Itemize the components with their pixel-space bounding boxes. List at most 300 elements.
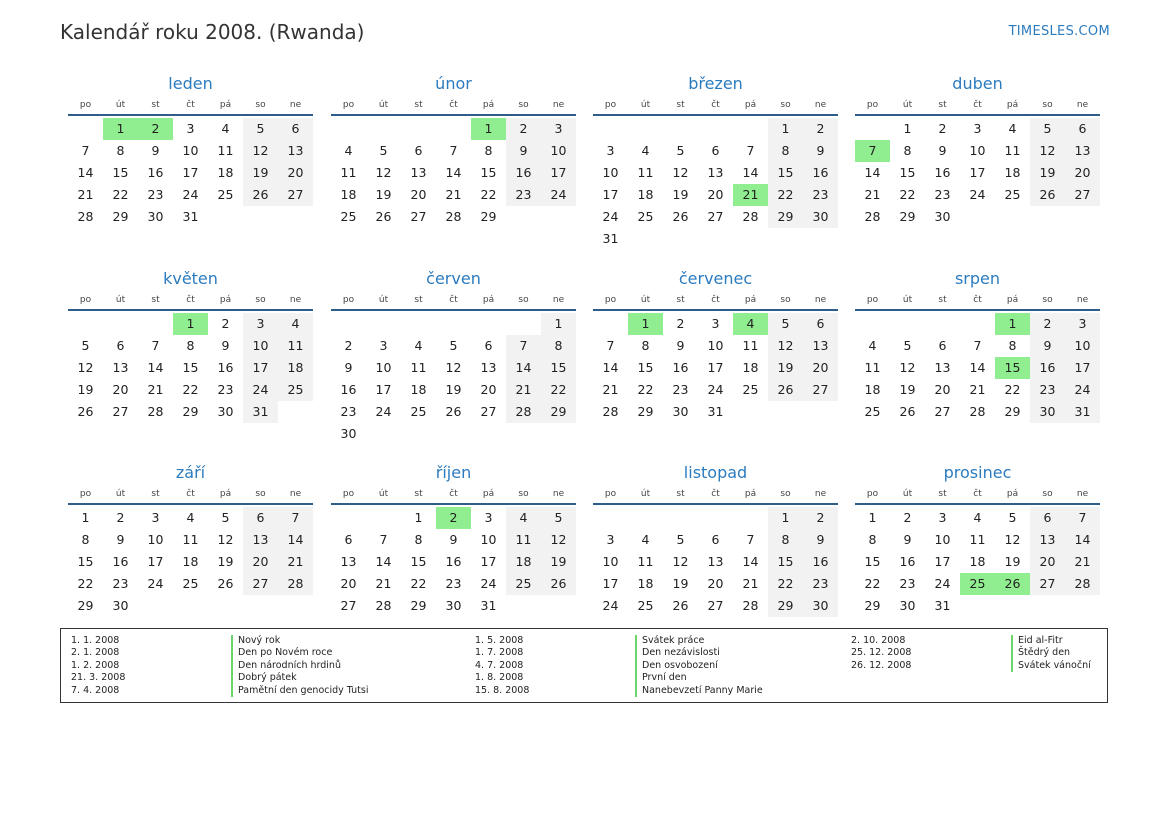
holiday-name: Nový rok <box>231 635 280 647</box>
day-cell: 25 <box>637 209 654 224</box>
day-cell: 2 <box>903 510 912 525</box>
weekday-label: po <box>866 100 879 110</box>
day-cell: 15 <box>864 554 881 569</box>
weekday-label: so <box>780 295 791 305</box>
day-cell: 2 <box>1030 313 1065 335</box>
day-cell: 26 <box>899 404 916 419</box>
empty-cell <box>436 313 471 335</box>
holiday-name: Eid al-Fitr <box>1011 635 1063 647</box>
day-cell: 26 <box>217 576 234 591</box>
day-cell: 17 <box>541 162 576 184</box>
holiday-name: Štědrý den <box>1011 647 1070 659</box>
weekday-label: st <box>938 295 947 305</box>
day-cell: 12 <box>672 165 689 180</box>
legend-row <box>475 672 763 684</box>
day-cell: 11 <box>742 338 759 353</box>
day-cell: 15 <box>112 165 129 180</box>
day-cell: 14 <box>1065 529 1100 551</box>
day-cell: 17 <box>602 187 619 202</box>
day-cell: 19 <box>672 576 689 591</box>
day-cell: 21 <box>969 382 986 397</box>
empty-cell <box>593 313 628 335</box>
day-cell: 15 <box>182 360 199 375</box>
day-cell: 20 <box>480 382 497 397</box>
day-cell: 24 <box>182 187 199 202</box>
day-cell: 3 <box>1065 313 1100 335</box>
empty-cell <box>68 313 103 335</box>
weekday-label: pá <box>482 295 495 305</box>
day-cell: 22 <box>1004 382 1021 397</box>
day-cell: 24 <box>602 209 619 224</box>
day-cell: 25 <box>340 209 357 224</box>
month-name: leden <box>168 74 213 93</box>
legend-row <box>71 635 368 647</box>
month-name: červenec <box>678 269 753 288</box>
weekday-header <box>855 485 1100 505</box>
day-cell: 20 <box>707 576 724 591</box>
weekday-label: út <box>902 100 913 110</box>
day-cell: 5 <box>243 118 278 140</box>
day-cell: 4 <box>344 143 353 158</box>
day-cell: 14 <box>506 357 541 379</box>
holiday-day: 4 <box>733 313 768 335</box>
weekday-label: po <box>604 295 617 305</box>
weekday-label: ne <box>1076 295 1089 305</box>
holiday-name: Pamětní den genocidy Tutsi <box>231 685 368 697</box>
holiday-date: 4. 7. 2008 <box>475 659 524 671</box>
day-cell: 16 <box>803 162 838 184</box>
week-row <box>331 357 576 379</box>
empty-cell <box>401 118 436 140</box>
day-cell: 20 <box>340 576 357 591</box>
day-cell: 8 <box>81 532 90 547</box>
day-cell: 6 <box>344 532 353 547</box>
day-cell: 8 <box>768 140 803 162</box>
holiday-date: 26. 12. 2008 <box>851 659 912 671</box>
week-row <box>331 184 576 206</box>
week-row <box>593 357 838 379</box>
week-row <box>68 357 313 379</box>
week-row <box>68 313 313 335</box>
day-cell: 17 <box>147 554 164 569</box>
day-cell: 29 <box>899 209 916 224</box>
week-row <box>68 140 313 162</box>
day-cell: 2 <box>803 118 838 140</box>
empty-cell <box>471 423 506 445</box>
day-cell: 12 <box>899 360 916 375</box>
month-name: únor <box>435 74 472 93</box>
weekday-header <box>68 96 313 116</box>
day-cell: 5 <box>449 338 458 353</box>
day-cell: 24 <box>934 576 951 591</box>
day-cell: 29 <box>77 598 94 613</box>
day-cell: 22 <box>77 576 94 591</box>
day-cell: 7 <box>151 338 160 353</box>
day-cell: 5 <box>1008 510 1017 525</box>
day-cell: 13 <box>278 140 313 162</box>
weekday-label: čt <box>973 489 982 499</box>
holiday-day: 1 <box>628 313 663 335</box>
day-cell: 17 <box>707 360 724 375</box>
week-row <box>331 423 576 445</box>
day-cell: 14 <box>278 529 313 551</box>
day-cell: 22 <box>182 382 199 397</box>
day-cell: 5 <box>903 338 912 353</box>
day-cell: 23 <box>217 382 234 397</box>
weekday-label: po <box>79 100 92 110</box>
holiday-name: Den nezávislosti <box>635 647 720 659</box>
day-cell: 30 <box>899 598 916 613</box>
day-cell: 13 <box>243 529 278 551</box>
week-row <box>855 184 1100 206</box>
day-cell: 9 <box>344 360 353 375</box>
week-row <box>68 529 313 551</box>
month-name: březen <box>688 74 743 93</box>
day-cell: 19 <box>375 187 392 202</box>
weekday-label: po <box>866 295 879 305</box>
day-cell: 13 <box>803 335 838 357</box>
day-cell: 9 <box>449 532 458 547</box>
day-cell: 22 <box>410 576 427 591</box>
weekday-label: st <box>414 489 423 499</box>
day-cell: 21 <box>864 187 881 202</box>
day-cell: 6 <box>278 118 313 140</box>
day-cell: 17 <box>1065 357 1100 379</box>
weekday-label: čt <box>973 295 982 305</box>
week-row <box>331 162 576 184</box>
day-cell: 12 <box>1004 532 1021 547</box>
day-cell: 2 <box>344 338 353 353</box>
weekday-label: ne <box>814 489 827 499</box>
day-cell: 13 <box>934 360 951 375</box>
day-cell: 12 <box>445 360 462 375</box>
week-row <box>593 118 838 140</box>
month-únor <box>331 72 576 228</box>
day-cell: 25 <box>217 187 234 202</box>
month-červen <box>331 267 576 445</box>
day-cell: 29 <box>864 598 881 613</box>
day-cell: 20 <box>1030 551 1065 573</box>
holiday-day: 26 <box>995 573 1030 595</box>
day-cell: 7 <box>1065 507 1100 529</box>
day-cell: 2 <box>116 510 125 525</box>
empty-cell <box>663 118 698 140</box>
day-cell: 12 <box>541 529 576 551</box>
day-cell: 28 <box>147 404 164 419</box>
day-cell: 28 <box>375 598 392 613</box>
day-cell: 29 <box>768 595 803 617</box>
empty-cell <box>1030 595 1065 617</box>
week-row <box>593 162 838 184</box>
week-row <box>331 313 576 335</box>
holiday-day: 25 <box>960 573 995 595</box>
day-cell: 21 <box>147 382 164 397</box>
day-cell: 15 <box>768 551 803 573</box>
day-cell: 18 <box>410 382 427 397</box>
day-cell: 8 <box>1008 338 1017 353</box>
empty-cell <box>366 118 401 140</box>
day-cell: 9 <box>803 140 838 162</box>
week-row <box>331 573 576 595</box>
day-cell: 22 <box>864 576 881 591</box>
day-cell: 29 <box>1004 404 1021 419</box>
weekday-label: čt <box>449 489 458 499</box>
legend-row <box>851 647 1091 659</box>
day-cell: 30 <box>217 404 234 419</box>
week-row <box>331 551 576 573</box>
day-cell: 16 <box>340 382 357 397</box>
day-cell: 6 <box>1065 118 1100 140</box>
day-cell: 9 <box>676 338 685 353</box>
empty-cell <box>960 595 995 617</box>
day-cell: 7 <box>606 338 615 353</box>
week-row <box>855 206 1100 228</box>
day-cell: 25 <box>1004 187 1021 202</box>
day-cell: 23 <box>672 382 689 397</box>
day-cell: 4 <box>641 143 650 158</box>
weekday-label: čt <box>711 489 720 499</box>
day-cell: 12 <box>217 532 234 547</box>
day-cell: 3 <box>606 143 615 158</box>
empty-cell <box>803 228 838 250</box>
week-row <box>855 357 1100 379</box>
week-row <box>68 507 313 529</box>
weekday-label: pá <box>1006 489 1019 499</box>
holiday-day: 1 <box>173 313 208 335</box>
month-name: květen <box>163 269 218 288</box>
weekday-label: so <box>518 489 529 499</box>
day-cell: 10 <box>602 165 619 180</box>
day-cell: 11 <box>864 360 881 375</box>
holiday-name: Nanebevzetí Panny Marie <box>635 685 763 697</box>
day-cell: 22 <box>899 187 916 202</box>
weekday-label: út <box>640 295 651 305</box>
day-cell: 19 <box>768 357 803 379</box>
day-cell: 15 <box>899 165 916 180</box>
day-cell: 22 <box>768 184 803 206</box>
day-cell: 23 <box>147 187 164 202</box>
weekday-label: pá <box>482 100 495 110</box>
week-row <box>855 118 1100 140</box>
day-cell: 3 <box>606 532 615 547</box>
day-cell: 16 <box>445 554 462 569</box>
day-cell: 30 <box>147 209 164 224</box>
legend-row <box>475 685 763 697</box>
day-cell: 14 <box>602 360 619 375</box>
day-cell: 28 <box>445 209 462 224</box>
day-cell: 27 <box>803 379 838 401</box>
day-cell: 1 <box>868 510 877 525</box>
weekday-label: so <box>518 295 529 305</box>
week-row <box>331 118 576 140</box>
day-cell: 11 <box>182 532 199 547</box>
weekday-label: ne <box>289 489 302 499</box>
week-row <box>593 507 838 529</box>
day-cell: 28 <box>602 404 619 419</box>
day-cell: 4 <box>221 121 230 136</box>
day-cell: 6 <box>414 143 423 158</box>
weekday-label: čt <box>449 295 458 305</box>
empty-cell <box>663 507 698 529</box>
day-cell: 22 <box>637 382 654 397</box>
empty-cell <box>768 228 803 250</box>
day-cell: 11 <box>410 360 427 375</box>
day-cell: 8 <box>414 532 423 547</box>
empty-cell <box>698 118 733 140</box>
page-title: Kalendář roku 2008. (Rwanda) <box>60 20 365 44</box>
weekday-label: ne <box>1076 489 1089 499</box>
empty-cell <box>593 507 628 529</box>
day-cell: 19 <box>541 551 576 573</box>
day-cell: 24 <box>480 576 497 591</box>
day-cell: 28 <box>77 209 94 224</box>
day-cell: 9 <box>1030 335 1065 357</box>
day-cell: 21 <box>77 187 94 202</box>
weekday-label: pá <box>1006 295 1019 305</box>
empty-cell <box>331 507 366 529</box>
day-cell: 1 <box>768 507 803 529</box>
day-cell: 13 <box>707 554 724 569</box>
day-cell: 16 <box>112 554 129 569</box>
empty-cell <box>506 595 541 617</box>
day-cell: 28 <box>742 209 759 224</box>
legend-row <box>851 635 1091 647</box>
week-row <box>855 573 1100 595</box>
day-cell: 10 <box>375 360 392 375</box>
day-cell: 18 <box>1004 165 1021 180</box>
day-cell: 14 <box>77 165 94 180</box>
day-cell: 13 <box>112 360 129 375</box>
day-cell: 7 <box>746 532 755 547</box>
empty-cell <box>366 507 401 529</box>
day-cell: 22 <box>480 187 497 202</box>
day-cell: 19 <box>217 554 234 569</box>
day-cell: 20 <box>934 382 951 397</box>
legend-row <box>475 635 763 647</box>
day-cell: 1 <box>903 121 912 136</box>
week-row <box>68 573 313 595</box>
holiday-name: Svátek práce <box>635 635 704 647</box>
weekday-label: po <box>604 489 617 499</box>
weekday-label: so <box>1042 489 1053 499</box>
day-cell: 14 <box>742 165 759 180</box>
month-květen <box>68 267 313 423</box>
empty-cell <box>1065 595 1100 617</box>
day-cell: 2 <box>938 121 947 136</box>
empty-cell <box>278 595 313 617</box>
week-row <box>331 401 576 423</box>
day-cell: 27 <box>278 184 313 206</box>
month-leden <box>68 72 313 228</box>
week-row <box>68 595 313 617</box>
day-cell: 6 <box>803 313 838 335</box>
day-cell: 27 <box>410 209 427 224</box>
day-cell: 8 <box>541 335 576 357</box>
weekday-label: pá <box>744 295 757 305</box>
day-cell: 1 <box>768 118 803 140</box>
day-cell: 17 <box>934 554 951 569</box>
weekday-label: út <box>115 100 126 110</box>
day-cell: 8 <box>641 338 650 353</box>
weekday-label: út <box>902 295 913 305</box>
day-cell: 20 <box>278 162 313 184</box>
holiday-day: 15 <box>995 357 1030 379</box>
day-cell: 25 <box>742 382 759 397</box>
empty-cell <box>366 313 401 335</box>
holiday-day: 2 <box>138 118 173 140</box>
weekday-label: út <box>902 489 913 499</box>
day-cell: 27 <box>1065 184 1100 206</box>
day-cell: 8 <box>768 529 803 551</box>
day-cell: 11 <box>217 143 234 158</box>
day-cell: 14 <box>969 360 986 375</box>
weekday-label: čt <box>186 295 195 305</box>
day-cell: 25 <box>637 598 654 613</box>
empty-cell <box>331 313 366 335</box>
day-cell: 11 <box>278 335 313 357</box>
empty-cell <box>401 423 436 445</box>
day-cell: 18 <box>340 187 357 202</box>
empty-cell <box>855 118 890 140</box>
day-cell: 20 <box>112 382 129 397</box>
empty-cell <box>890 313 925 335</box>
day-cell: 3 <box>711 316 720 331</box>
day-cell: 4 <box>414 338 423 353</box>
weekday-header <box>68 485 313 505</box>
week-row <box>68 206 313 228</box>
empty-cell <box>541 423 576 445</box>
weekday-label: st <box>676 295 685 305</box>
day-cell: 31 <box>602 231 619 246</box>
week-row <box>331 335 576 357</box>
weekday-label: čt <box>186 100 195 110</box>
day-cell: 4 <box>506 507 541 529</box>
day-cell: 17 <box>969 165 986 180</box>
weekday-label: čt <box>449 100 458 110</box>
empty-cell <box>506 313 541 335</box>
day-cell: 6 <box>711 532 720 547</box>
day-cell: 29 <box>541 401 576 423</box>
empty-cell <box>366 423 401 445</box>
day-cell: 15 <box>480 165 497 180</box>
empty-cell <box>506 423 541 445</box>
day-cell: 5 <box>541 507 576 529</box>
holiday-day: 2 <box>436 507 471 529</box>
day-cell: 30 <box>803 206 838 228</box>
weekday-label: po <box>342 489 355 499</box>
week-row <box>593 551 838 573</box>
day-cell: 17 <box>243 357 278 379</box>
day-cell: 20 <box>803 357 838 379</box>
day-cell: 29 <box>410 598 427 613</box>
day-cell: 27 <box>934 404 951 419</box>
holiday-date: 25. 12. 2008 <box>851 647 912 659</box>
day-cell: 7 <box>81 143 90 158</box>
weekday-header <box>593 96 838 116</box>
weekday-label: út <box>378 100 389 110</box>
day-cell: 4 <box>973 510 982 525</box>
holiday-name: Den po Novém roce <box>231 647 332 659</box>
day-cell: 2 <box>506 118 541 140</box>
day-cell: 1 <box>541 313 576 335</box>
site-link[interactable]: TIMESLES.COM <box>1008 24 1110 39</box>
week-row <box>68 335 313 357</box>
day-cell: 14 <box>445 165 462 180</box>
day-cell: 10 <box>182 143 199 158</box>
day-cell: 22 <box>768 573 803 595</box>
empty-cell <box>628 228 663 250</box>
weekday-label: ne <box>814 295 827 305</box>
